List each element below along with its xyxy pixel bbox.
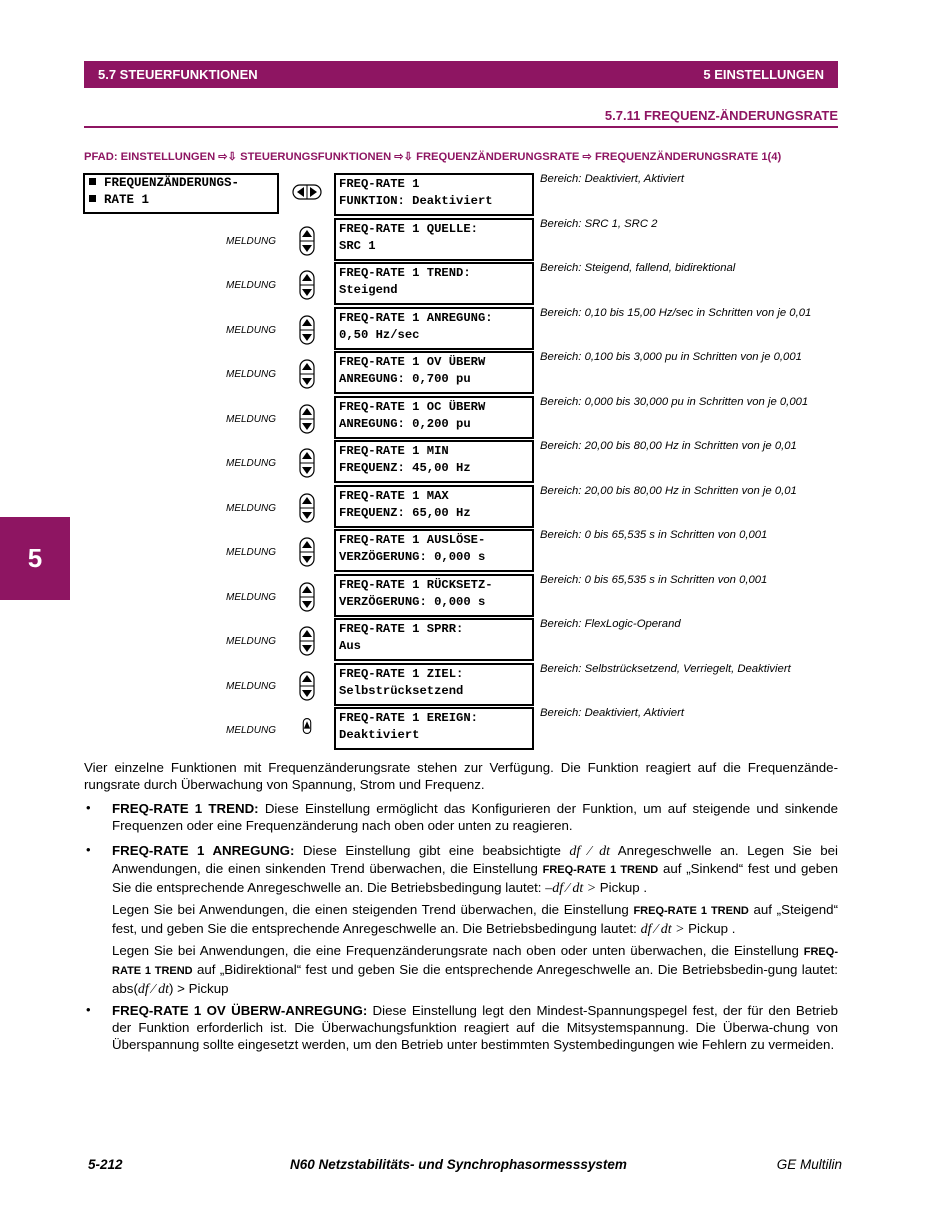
up-down-arrow-icon — [299, 537, 315, 567]
left-right-arrow-icon — [292, 184, 322, 200]
setting-row — [0, 307, 950, 349]
meldung-label: MELDUNG — [226, 369, 277, 380]
menu-line-2: RATE 1 — [104, 193, 150, 207]
setting-row — [0, 529, 950, 571]
setting-row — [0, 173, 950, 215]
setting-row — [0, 396, 950, 438]
setting-display: FREQ-RATE 1 MIN FREQUENZ: 45,00 Hz — [334, 440, 534, 483]
setting-range: Bereich: 20,00 bis 80,00 Hz in Schritten von je 0,01 — [540, 440, 797, 452]
setting-range: Bereich: 0 bis 65,535 s in Schritten von 0,001 — [540, 573, 768, 586]
setting-range: Bereich: 20,00 bis 80,00 Hz in Schritten von je 0,01 — [540, 484, 797, 497]
meldung-label: MELDUNG — [226, 725, 277, 736]
section-divider — [84, 126, 838, 128]
setting-display: FREQ-RATE 1 ANREGUNG: 0,50 Hz/sec — [334, 307, 534, 350]
header-bar — [84, 61, 838, 88]
meldung-label: MELDUNG — [226, 235, 277, 247]
setting-display: FREQ-RATE 1 QUELLE: SRC 1 — [334, 218, 534, 261]
bullet-marker: • — [86, 1002, 91, 1017]
setting-row — [0, 262, 950, 304]
bullet-anregung: FREQ-RATE 1 ANREGUNG: Diese Einstellung gibt eine beabsichtigte df ⁄ dt Anregeschwelle an. Legen Sie bei Anwendungen, die einen sinkenden Trend überwachen, die Einstellung FREQ-RATE 1 TREND auf „Sinkend“ fest und geben Sie die entsprechende Anregeschwelle an. Die Betriebsbedingung lautet: –df ⁄ dt > Pickup . — [112, 843, 839, 896]
anregung-rising-paragraph: Legen Sie bei Anwendungen, die einen steigenden Trend überwachen, die Einstellung FREQ-RATE 1 TREND auf „Steigend“ fest, und geben Sie die entsprechende Anregeschwelle an. Die Betriebsbedingung lautet: df ⁄ dt > Pickup . — [112, 902, 839, 937]
setting-display: FREQ-RATE 1 ZIEL: Selbstrücksetzend — [334, 663, 534, 706]
meldung-label: MELDUNG — [226, 280, 277, 291]
setting-display: FREQ-RATE 1 FUNKTION: Deaktiviert — [334, 173, 534, 216]
intro-paragraph: Vier einzelne Funktionen mit Frequenzänderungsrate stehen zur Verfügung. Die Funktion reagiert auf die Frequenzände-rungsrate durch Überwachung von Spannung, Strom und Frequenz. — [84, 760, 838, 792]
setting-row — [0, 351, 950, 393]
publisher: GE Multilin — [776, 1157, 842, 1172]
setting-range: Bereich: SRC 1, SRC 2 — [540, 217, 658, 230]
setting-display: FREQ-RATE 1 RÜCKSETZ- VERZÖGERUNG: 0,000 s — [334, 574, 534, 617]
up-down-arrow-icon — [299, 671, 315, 701]
meldung-label: MELDUNG — [226, 502, 277, 514]
setting-row — [0, 485, 950, 527]
up-down-arrow-icon — [299, 359, 315, 389]
setting-range: Bereich: 0,100 bis 3,000 pu in Schritten von je 0,001 — [540, 351, 802, 363]
bullet-marker: • — [86, 842, 91, 857]
setting-display: FREQ-RATE 1 EREIGN: Deaktiviert — [334, 707, 534, 750]
menu-path: PFAD: EINSTELLUNGEN ⇨⇩ STEUERUNGSFUNKTIONEN ⇨⇩ FREQUENZÄNDERUNGSRATE ⇨ FREQUENZÄNDERUNGSRATE 1(4) — [84, 151, 782, 163]
up-down-arrow-icon — [299, 404, 315, 434]
chapter-tab: 5 — [0, 517, 70, 600]
setting-display: FREQ-RATE 1 MAX FREQUENZ: 65,00 Hz — [334, 485, 534, 528]
setting-display: FREQ-RATE 1 TREND: Steigend — [334, 262, 534, 305]
up-down-arrow-icon — [299, 270, 315, 300]
page-number: 5-212 — [88, 1157, 123, 1172]
menu-line-1: FREQUENZÄNDERUNGS- — [104, 176, 240, 190]
setting-range: Bereich: 0,10 bis 15,00 Hz/sec in Schritten von je 0,01 — [540, 306, 812, 319]
setting-row — [0, 707, 950, 749]
setting-row — [0, 218, 950, 260]
meldung-label: MELDUNG — [226, 324, 277, 336]
setting-row — [0, 618, 950, 660]
up-arrow-icon — [299, 718, 315, 734]
document-title: N60 Netzstabilitäts- und Synchrophasormesssystem — [290, 1157, 627, 1172]
up-down-arrow-icon — [299, 582, 315, 612]
setting-row — [0, 574, 950, 616]
setting-range: Bereich: 0,000 bis 30,000 pu in Schritten von je 0,001 — [540, 395, 809, 408]
setting-display: FREQ-RATE 1 OC ÜBERW ANREGUNG: 0,200 pu — [334, 396, 534, 439]
meldung-label: MELDUNG — [226, 591, 277, 603]
up-down-arrow-icon — [299, 226, 315, 256]
setting-range: Bereich: 0 bis 65,535 s in Schritten von 0,001 — [540, 529, 768, 541]
setting-display: FREQ-RATE 1 SPRR: Aus — [334, 618, 534, 661]
setting-display: FREQ-RATE 1 AUSLÖSE- VERZÖGERUNG: 0,000 s — [334, 529, 534, 572]
setting-range: Bereich: FlexLogic-Operand — [540, 618, 681, 630]
setting-row — [0, 663, 950, 705]
anregung-bidirectional-paragraph: Legen Sie bei Anwendungen, die eine Frequenzänderungsrate nach oben oder unten überwachen, die Einstellung FREQ-RATE 1 TREND auf „Bidirektional“ fest und geben Sie die entsprechende Anregeschwelle an. Die Betriebsbedin-gung lautet: abs(df ⁄ dt) > Pickup — [112, 943, 838, 997]
bullet-ov-ueberw: FREQ-RATE 1 OV ÜBERW-ANREGUNG: Diese Einstellung legt den Mindest-Spannungspegel fest, der für den Betrieb der Funktion erforderlich ist. Die Überwachungsfunktion reagiert auf die Mitsystemspannung. Die Überwa-chung von Überspannung sollte eingesetzt werden, um den Betrieb unter bestimmten Systembedingungen wie Fehlern zu vermeiden. — [112, 1003, 838, 1052]
chapter-label: 5 EINSTELLUNGEN — [703, 67, 824, 82]
meldung-label: MELDUNG — [226, 547, 277, 558]
meldung-label: MELDUNG — [226, 636, 277, 647]
up-down-arrow-icon — [299, 315, 315, 345]
meldung-label: MELDUNG — [226, 458, 277, 469]
up-down-arrow-icon — [299, 626, 315, 656]
bullet-marker: • — [86, 800, 91, 815]
meldung-label: MELDUNG — [226, 413, 277, 425]
up-down-arrow-icon — [299, 448, 315, 478]
setting-display: FREQ-RATE 1 OV ÜBERW ANREGUNG: 0,700 pu — [334, 351, 534, 394]
meldung-label: MELDUNG — [226, 680, 277, 692]
setting-row — [0, 440, 950, 482]
setting-range: Bereich: Steigend, fallend, bidirektional — [540, 262, 736, 274]
setting-range: Bereich: Selbstrücksetzend, Verriegelt, Deaktiviert — [540, 662, 791, 675]
chapter-section-label: 5.7 STEUERFUNKTIONEN — [98, 67, 258, 82]
section-title: 5.7.11 FREQUENZ-ÄNDERUNGSRATE — [604, 108, 838, 123]
up-down-arrow-icon — [299, 493, 315, 523]
setting-range: Bereich: Deaktiviert, Aktiviert — [540, 707, 684, 719]
bullet-trend: FREQ-RATE 1 TREND: Diese Einstellung ermöglicht das Konfigurieren der Funktion, um auf steigende und sinkende Frequenzen oder eine Frequenzänderung nach oben oder unten zu reagieren. — [112, 801, 838, 833]
setting-range: Bereich: Deaktiviert, Aktiviert — [540, 173, 684, 185]
